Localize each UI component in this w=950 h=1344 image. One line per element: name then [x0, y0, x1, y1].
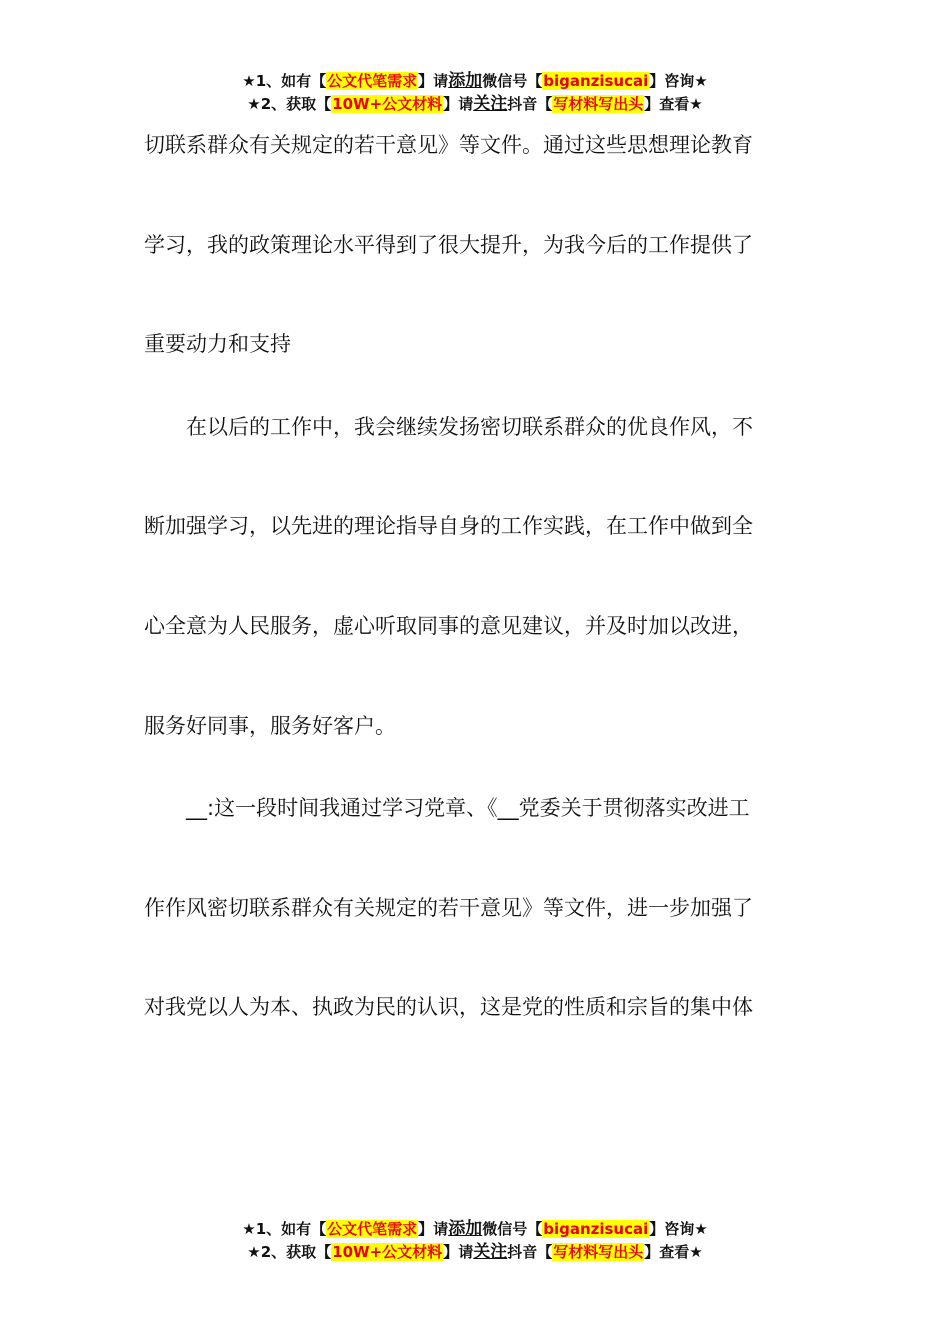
highlight-service-label: 公文代笔需求 — [327, 1220, 418, 1238]
highlight-material-label: 10W+公文材料 — [332, 1243, 443, 1261]
body-line: 断加强学习，以先进的理论指导自身的工作实践，在工作中做到全 — [144, 514, 753, 538]
body-line: 心全意为人民服务，虚心听取同事的意见建议，并及时加以改进， — [144, 614, 753, 638]
header-banner-line-1 — [0, 70, 950, 93]
body-line: 服务好同事，服务好客户。 — [144, 714, 396, 738]
banner-text: 抖音【 — [507, 95, 553, 113]
banner-text: ★2、获取【 — [247, 95, 332, 113]
footer-banner-line-1 — [0, 1218, 950, 1241]
header-banner — [0, 70, 950, 116]
banner-text: ★1、如有【 — [242, 72, 327, 90]
paragraph-start-line: __:这一段时间我通过学习党章、《__党委关于贯彻落实改进工 — [186, 796, 750, 820]
footer-banner — [0, 1218, 950, 1264]
banner-text: 】咨询★ — [649, 1220, 708, 1238]
banner-text: 】咨询★ — [649, 72, 708, 90]
banner-text: 微信号【 — [482, 72, 543, 90]
header-banner-line-2 — [0, 93, 950, 116]
highlight-douyin-account: 写材料写出头 — [553, 1243, 644, 1261]
highlight-wechat-id: biganzisucai — [543, 1220, 649, 1238]
banner-text: 抖音【 — [507, 1243, 553, 1261]
body-line: 重要动力和支持 — [144, 332, 291, 356]
footer-banner-line-2 — [0, 1241, 950, 1264]
body-line: 学习，我的政策理论水平得到了很大提升，为我今后的工作提供了 — [144, 233, 753, 257]
body-line: 对我党以人为本、执政为民的认识，这是党的性质和宗旨的集中体 — [144, 995, 753, 1019]
banner-text: ★2、获取【 — [247, 1243, 332, 1261]
banner-text: 】查看★ — [644, 1243, 703, 1261]
highlight-douyin-account: 写材料写出头 — [553, 95, 644, 113]
banner-text: 】请 — [443, 95, 474, 113]
highlight-material-label: 10W+公文材料 — [332, 95, 443, 113]
banner-text: 】请 — [418, 1220, 449, 1238]
paragraph-start-line: 在以后的工作中，我会继续发扬密切联系群众的优良作风，不 — [186, 415, 753, 439]
body-line: 作作风密切联系群众有关规定的若干意见》等文件，进一步加强了 — [144, 896, 753, 920]
emphasis-text: 关注 — [473, 94, 508, 114]
emphasis-text: 添加 — [448, 1219, 483, 1239]
body-line: 切联系群众有关规定的若干意见》等文件。通过这些思想理论教育 — [144, 133, 753, 157]
emphasis-text: 添加 — [448, 71, 483, 91]
banner-text: 】请 — [443, 1243, 474, 1261]
emphasis-text: 关注 — [473, 1242, 508, 1262]
banner-text: ★1、如有【 — [242, 1220, 327, 1238]
highlight-service-label: 公文代笔需求 — [327, 72, 418, 90]
banner-text: 】查看★ — [644, 95, 703, 113]
banner-text: 微信号【 — [482, 1220, 543, 1238]
banner-text: 】请 — [418, 72, 449, 90]
highlight-wechat-id: biganzisucai — [543, 72, 649, 90]
